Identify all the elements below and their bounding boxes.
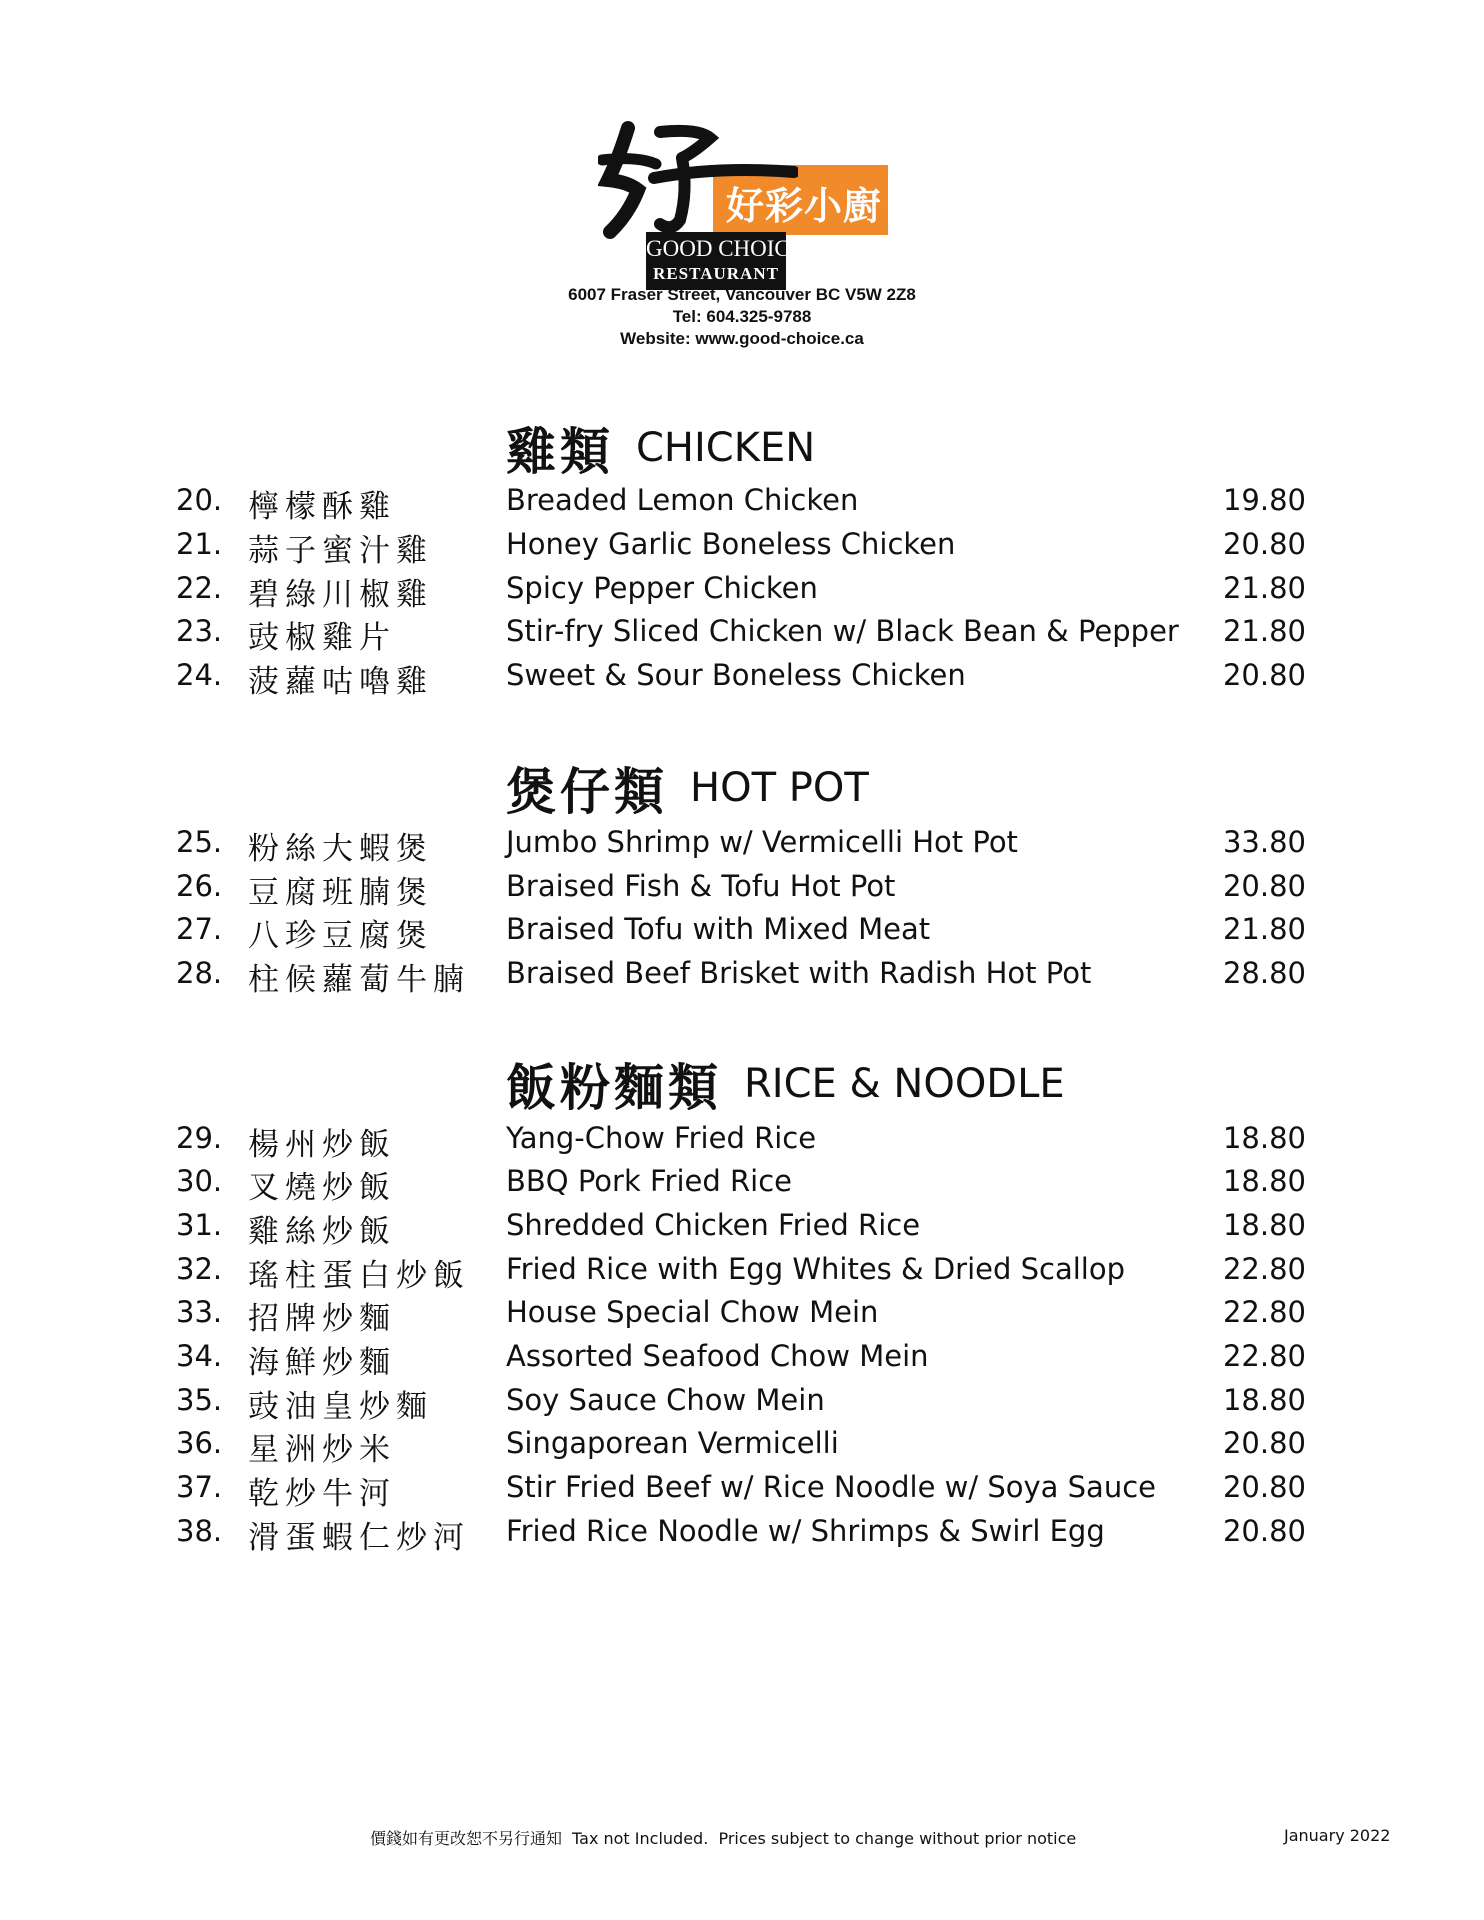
section-title-en: RICE & NOODLE	[744, 1061, 1065, 1107]
item-chinese-name: 菠蘿咕嚕雞	[248, 664, 433, 700]
item-price: 18.80	[1222, 1164, 1306, 1198]
logo-english-line1: GOOD CHOICE	[646, 236, 804, 261]
item-price: 22.80	[1222, 1339, 1306, 1373]
item-number: 38.	[176, 1514, 223, 1548]
item-price: 21.80	[1222, 571, 1306, 605]
item-english-name: Yang-Chow Fried Rice	[506, 1121, 817, 1155]
section-title-rice-noodle	[506, 1048, 1065, 1120]
item-number: 24.	[176, 658, 223, 692]
logo-chinese-name: 好彩小廚	[726, 183, 883, 228]
logo-english-line2: RESTAURANT	[653, 264, 779, 283]
menu-item	[0, 1121, 1484, 1165]
item-english-name: Shredded Chicken Fried Rice	[506, 1208, 921, 1242]
item-number: 20.	[176, 483, 223, 517]
item-price: 33.80	[1222, 825, 1306, 859]
item-chinese-name: 滑蛋蝦仁炒河	[248, 1520, 470, 1556]
item-english-name: Breaded Lemon Chicken	[506, 483, 859, 517]
footer-note-en: Tax not Included. Prices subject to change without prior notice	[572, 1829, 1077, 1848]
item-english-name: Stir-fry Sliced Chicken w/ Black Bean & Pepper	[506, 614, 1179, 648]
item-number: 23.	[176, 614, 223, 648]
item-number: 32.	[176, 1252, 223, 1286]
section-title-chicken	[506, 412, 815, 484]
address: 6007 Fraser Street, Vancouver BC V5W 2Z8	[568, 285, 916, 304]
section-title-cn: 雞類	[506, 422, 614, 481]
menu-item	[0, 571, 1484, 615]
footer-price-notice	[370, 1826, 1076, 1849]
item-english-name: Braised Beef Brisket with Radish Hot Pot	[506, 956, 1092, 990]
item-price: 18.80	[1222, 1121, 1306, 1155]
item-chinese-name: 星洲炒米	[248, 1432, 396, 1468]
menu-item	[0, 483, 1484, 527]
menu-item	[0, 1470, 1484, 1514]
item-price: 18.80	[1222, 1208, 1306, 1242]
menu-item	[0, 614, 1484, 658]
item-price: 18.80	[1222, 1383, 1306, 1417]
section-title-cn: 飯粉麵類	[506, 1058, 722, 1117]
item-chinese-name: 蒜子蜜汁雞	[248, 533, 433, 569]
item-english-name: Sweet & Sour Boneless Chicken	[506, 658, 966, 692]
section-title-cn: 煲仔類	[506, 762, 668, 821]
restaurant-logo	[598, 120, 888, 290]
item-chinese-name: 粉絲大蝦煲	[248, 831, 433, 867]
item-price: 20.80	[1222, 1514, 1306, 1548]
section-title-en: HOT POT	[690, 765, 869, 811]
item-english-name: Jumbo Shrimp w/ Vermicelli Hot Pot	[506, 825, 1018, 859]
menu-item	[0, 1252, 1484, 1296]
item-english-name: Braised Tofu with Mixed Meat	[506, 912, 931, 946]
item-english-name: Honey Garlic Boneless Chicken	[506, 527, 956, 561]
item-number: 21.	[176, 527, 223, 561]
item-english-name: Fried Rice with Egg Whites & Dried Scallop	[506, 1252, 1125, 1286]
item-number: 27.	[176, 912, 223, 946]
menu-item	[0, 912, 1484, 956]
item-chinese-name: 乾炒牛河	[248, 1476, 396, 1512]
item-price: 20.80	[1222, 1426, 1306, 1460]
menu-item	[0, 825, 1484, 869]
item-number: 29.	[176, 1121, 223, 1155]
item-english-name: Stir Fried Beef w/ Rice Noodle w/ Soya Sauce	[506, 1470, 1156, 1504]
item-chinese-name: 楊州炒飯	[248, 1127, 396, 1163]
item-english-name: Braised Fish & Tofu Hot Pot	[506, 869, 896, 903]
menu-item	[0, 956, 1484, 1000]
item-number: 28.	[176, 956, 223, 990]
menu-item	[0, 1383, 1484, 1427]
item-number: 34.	[176, 1339, 223, 1373]
item-chinese-name: 柱候蘿蔔牛腩	[248, 962, 470, 998]
menu-item	[0, 1426, 1484, 1470]
item-english-name: BBQ Pork Fried Rice	[506, 1164, 792, 1198]
item-number: 37.	[176, 1470, 223, 1504]
item-chinese-name: 叉燒炒飯	[248, 1170, 396, 1206]
item-price: 19.80	[1222, 483, 1306, 517]
menu-item	[0, 1208, 1484, 1252]
item-price: 22.80	[1222, 1295, 1306, 1329]
item-chinese-name: 碧綠川椒雞	[248, 577, 433, 613]
item-number: 22.	[176, 571, 223, 605]
item-price: 22.80	[1222, 1252, 1306, 1286]
item-chinese-name: 瑤柱蛋白炒飯	[248, 1258, 470, 1294]
item-english-name: Fried Rice Noodle w/ Shrimps & Swirl Egg	[506, 1514, 1105, 1548]
item-price: 21.80	[1222, 912, 1306, 946]
item-price: 20.80	[1222, 1470, 1306, 1504]
telephone: Tel: 604.325-9788	[672, 307, 812, 326]
item-price: 21.80	[1222, 614, 1306, 648]
item-chinese-name: 招牌炒麵	[248, 1301, 396, 1337]
item-chinese-name: 豉椒雞片	[248, 620, 396, 656]
item-chinese-name: 雞絲炒飯	[248, 1214, 396, 1250]
menu-item	[0, 1164, 1484, 1208]
menu-item	[0, 658, 1484, 702]
item-english-name: Spicy Pepper Chicken	[506, 571, 818, 605]
item-english-name: Singaporean Vermicelli	[506, 1426, 839, 1460]
menu-item	[0, 1295, 1484, 1339]
menu-item	[0, 1339, 1484, 1383]
item-number: 30.	[176, 1164, 223, 1198]
item-chinese-name: 海鮮炒麵	[248, 1345, 396, 1381]
website: Website: www.good-choice.ca	[620, 329, 864, 348]
item-number: 25.	[176, 825, 223, 859]
item-chinese-name: 八珍豆腐煲	[248, 918, 433, 954]
item-number: 31.	[176, 1208, 223, 1242]
item-number: 36.	[176, 1426, 223, 1460]
menu-item	[0, 527, 1484, 571]
section-title-hot-pot	[506, 752, 869, 824]
footer-note-cn: 價錢如有更改恕不另行通知	[370, 1829, 563, 1848]
item-number: 35.	[176, 1383, 223, 1417]
item-price: 20.80	[1222, 658, 1306, 692]
menu-item	[0, 869, 1484, 913]
item-english-name: Assorted Seafood Chow Mein	[506, 1339, 929, 1373]
item-number: 33.	[176, 1295, 223, 1329]
item-price: 20.80	[1222, 869, 1306, 903]
item-price: 20.80	[1222, 527, 1306, 561]
item-english-name: House Special Chow Mein	[506, 1295, 879, 1329]
item-english-name: Soy Sauce Chow Mein	[506, 1383, 825, 1417]
item-chinese-name: 豆腐班腩煲	[248, 875, 433, 911]
item-price: 28.80	[1222, 956, 1306, 990]
item-chinese-name: 檸檬酥雞	[248, 489, 396, 525]
item-number: 26.	[176, 869, 223, 903]
item-chinese-name: 豉油皇炒麵	[248, 1389, 433, 1425]
footer-date: January 2022	[1284, 1826, 1391, 1845]
menu-item	[0, 1514, 1484, 1558]
section-title-en: CHICKEN	[636, 425, 816, 471]
